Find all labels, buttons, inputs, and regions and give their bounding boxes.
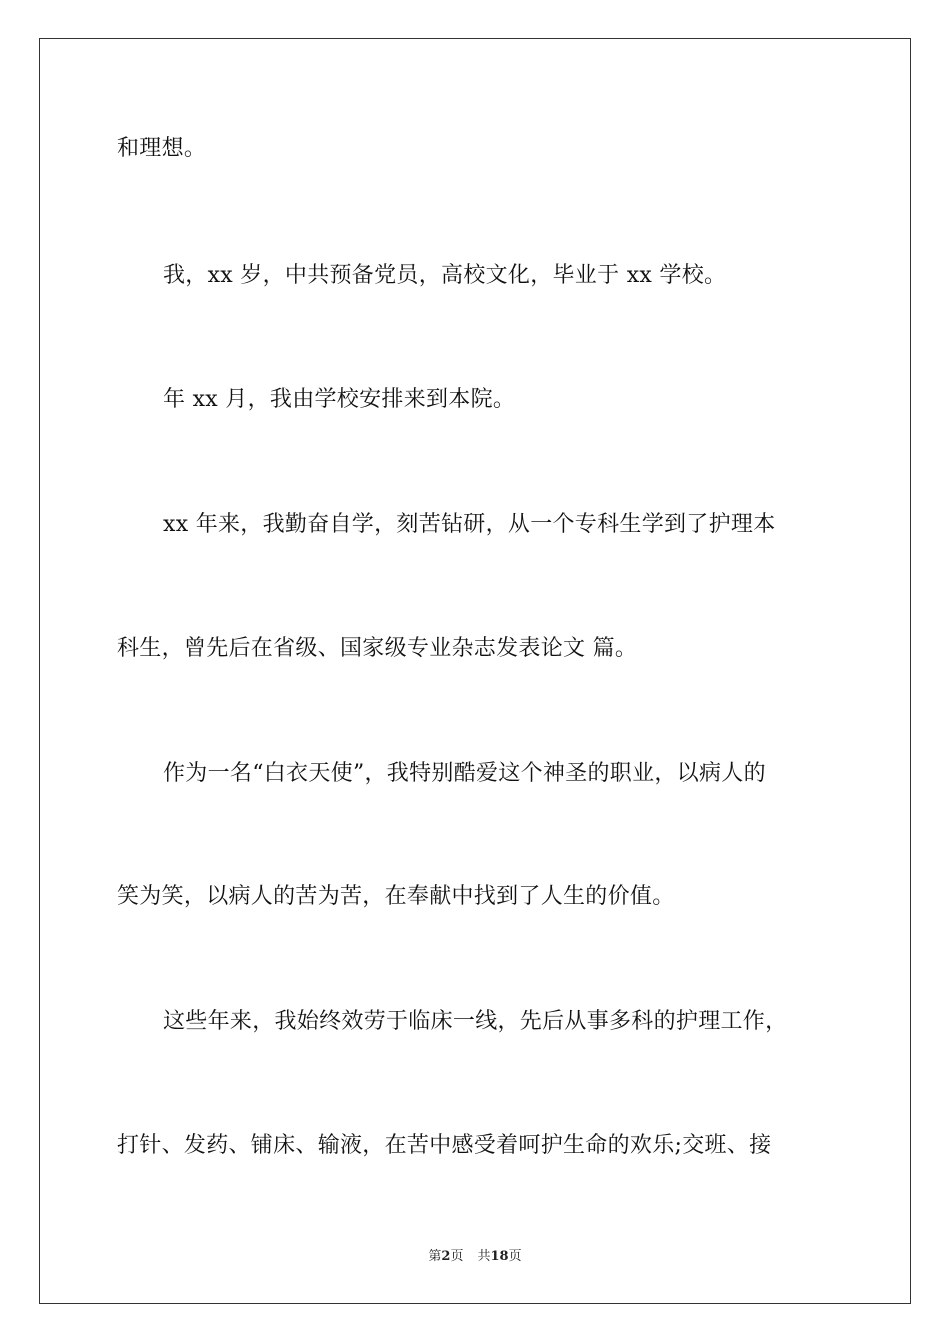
text-line-2: 我，xx 岁，中共预备党员，高校文化，毕业于 xx 学校。	[163, 263, 727, 288]
footer-total-suffix: 页	[508, 1249, 522, 1264]
page-footer	[0, 1249, 950, 1265]
text-line-6: 作为一名“白衣天使”，我特别酷爱这个神圣的职业，以病人的	[163, 761, 766, 786]
text-line-9: 打针、发药、铺床、输液，在苦中感受着呵护生命的欢乐;交班、接	[117, 1133, 772, 1158]
footer-page-prefix: 第	[428, 1249, 442, 1264]
footer-page-suffix: 页	[450, 1249, 464, 1264]
page-border	[39, 38, 911, 1304]
text-line-7: 笑为笑，以病人的苦为苦，在奉献中找到了人生的价值。	[117, 884, 675, 909]
footer-total-number: 18	[490, 1249, 509, 1264]
text-line-4: xx 年来，我勤奋自学，刻苦钻研，从一个专科生学到了护理本	[163, 512, 776, 537]
text-line-1: 和理想。	[117, 136, 207, 161]
text-line-3: 年 xx 月，我由学校安排来到本院。	[163, 387, 516, 412]
footer-total-prefix: 共	[477, 1249, 491, 1264]
text-line-8: 这些年来，我始终效劳于临床一线，先后从事多科的护理工作，	[163, 1009, 788, 1034]
footer-page-number: 2	[441, 1249, 451, 1264]
text-line-5: 科生，曾先后在省级、国家级专业杂志发表论文 篇。	[117, 636, 638, 661]
